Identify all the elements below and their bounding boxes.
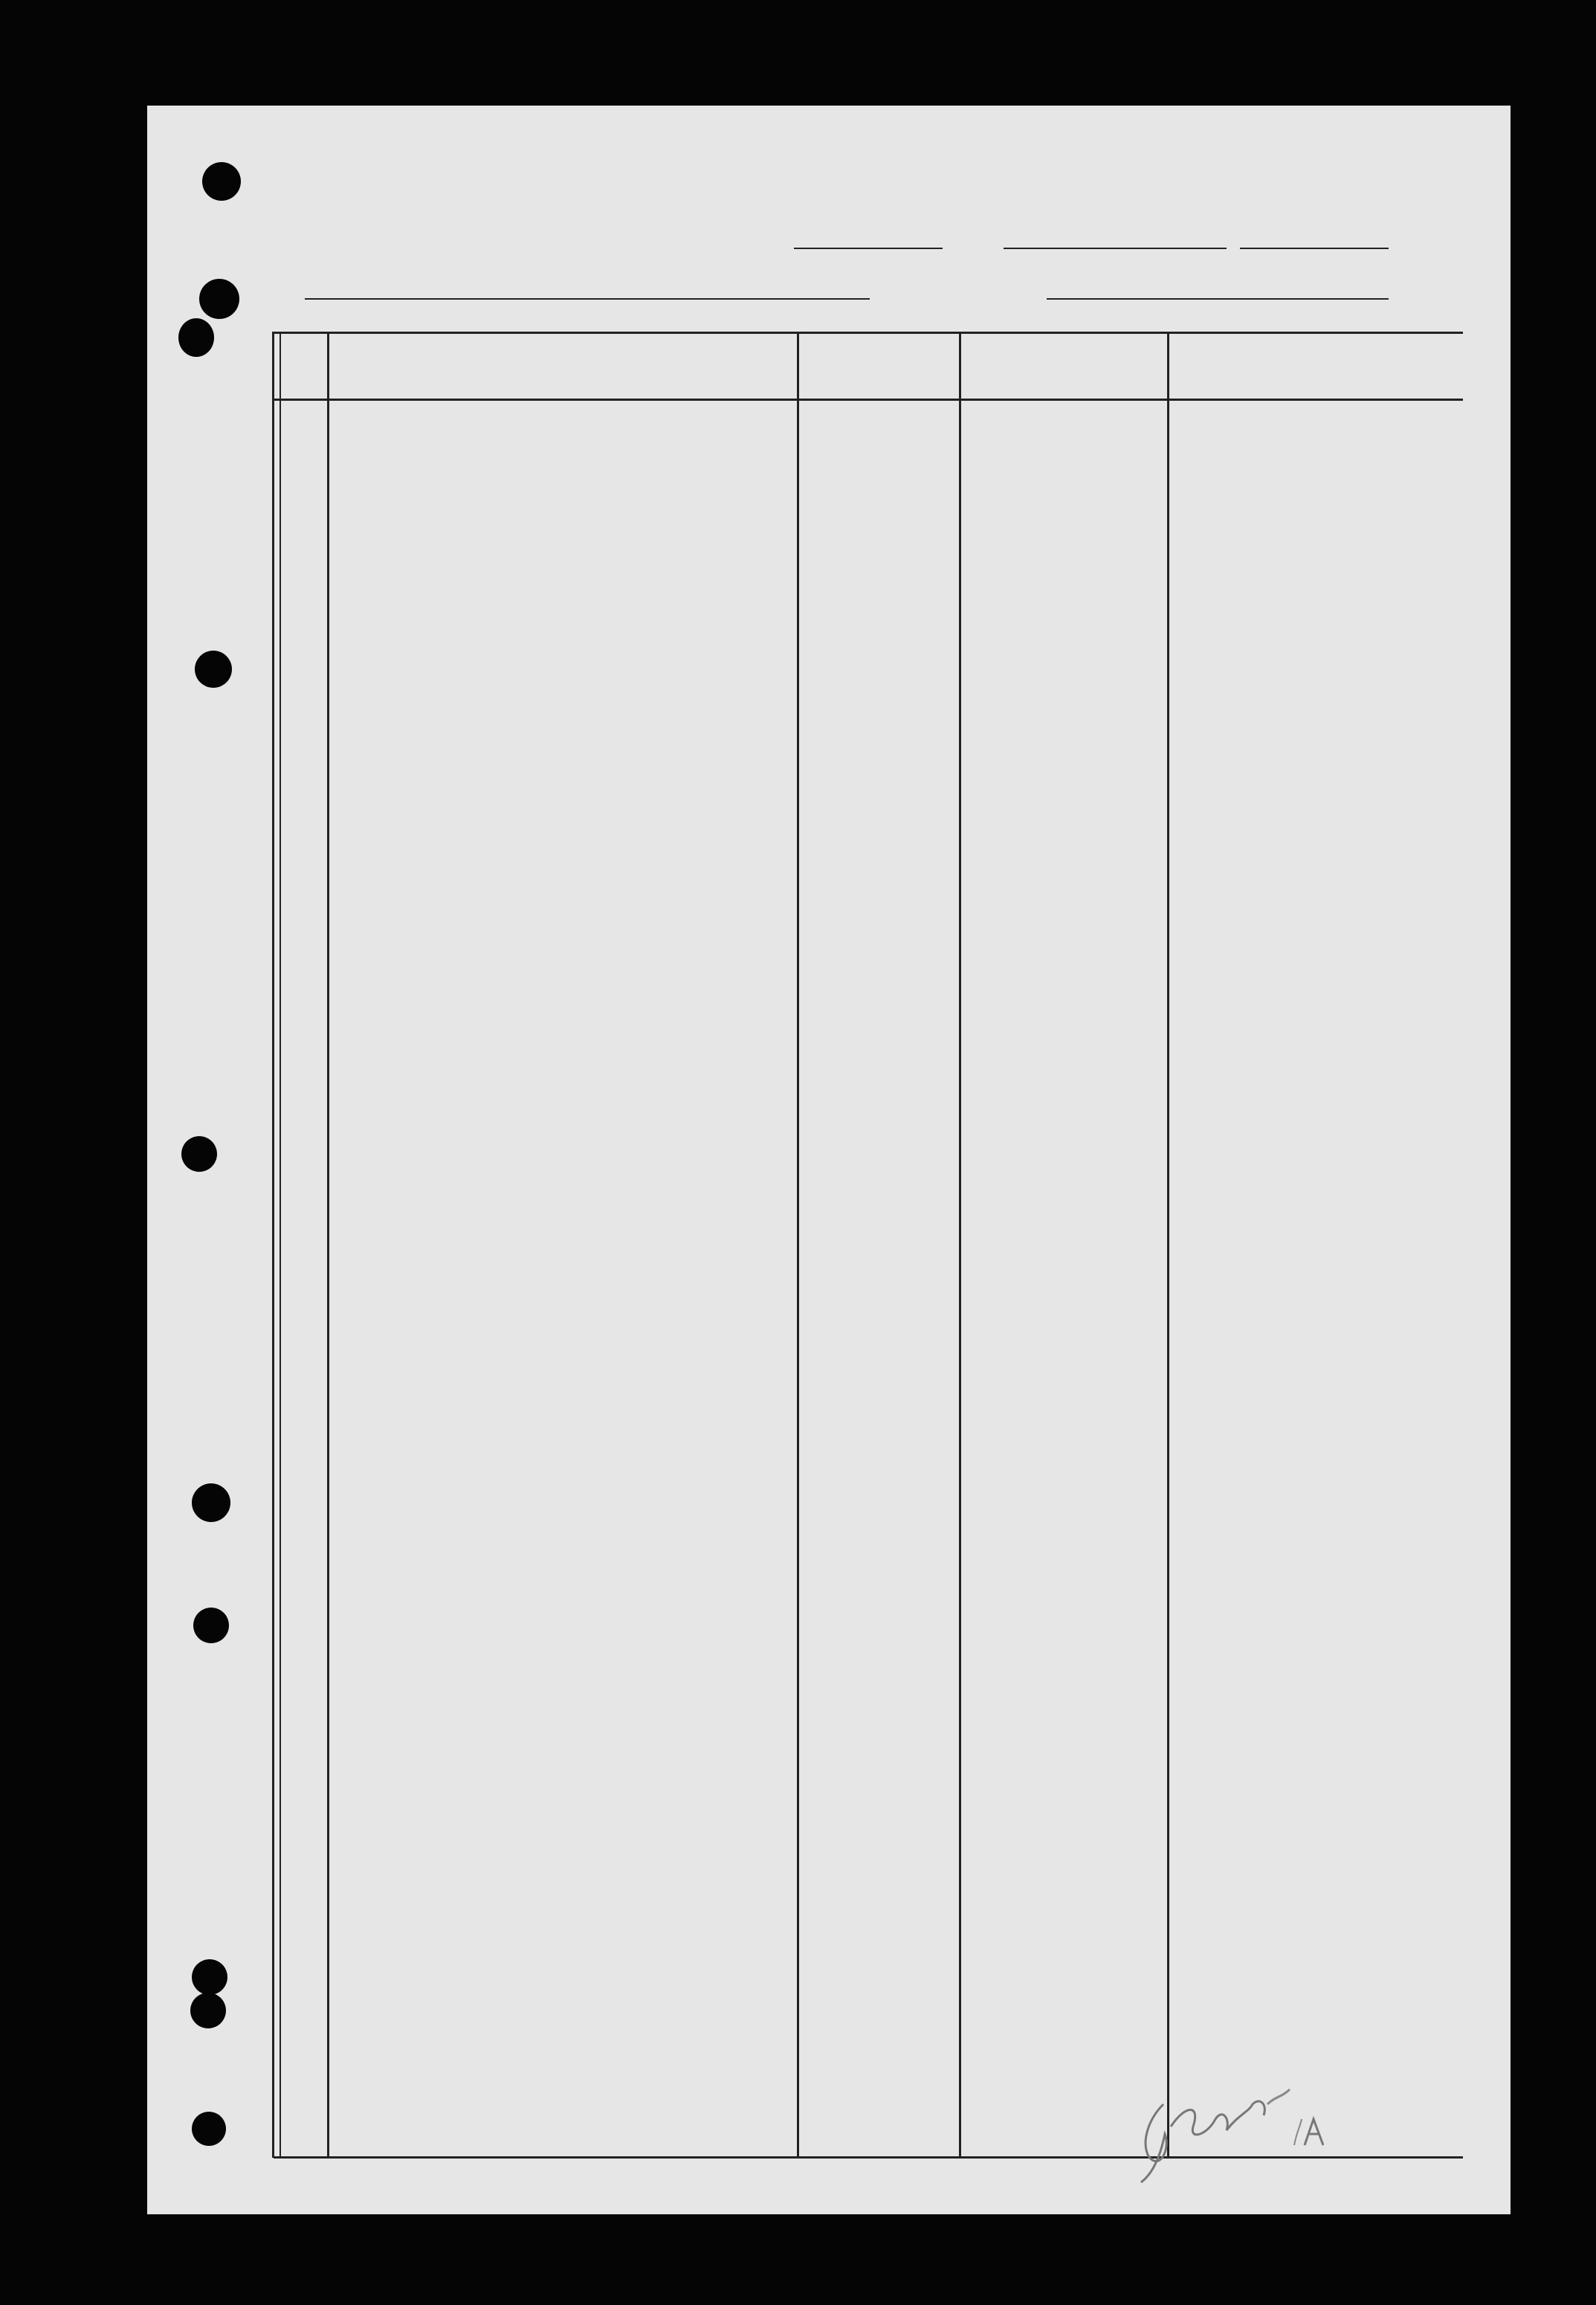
table-left-inner-border bbox=[280, 332, 281, 2158]
table-header-border bbox=[274, 399, 1463, 401]
punch-hole bbox=[192, 1959, 227, 1995]
arrival-underline bbox=[1047, 298, 1389, 300]
table-top-border bbox=[274, 332, 1463, 334]
punch-hole bbox=[181, 1136, 217, 1172]
table-left-border bbox=[272, 332, 274, 2158]
punch-hole bbox=[193, 1608, 229, 1643]
baggage-col-border bbox=[1167, 332, 1169, 2158]
punch-hole bbox=[195, 651, 232, 688]
signature-image bbox=[1119, 2074, 1357, 2186]
vessel-underline bbox=[305, 298, 870, 300]
class-underline bbox=[794, 248, 943, 249]
punch-hole bbox=[178, 318, 214, 357]
passport-col-border bbox=[959, 332, 961, 2158]
punch-hole bbox=[192, 2112, 226, 2146]
punch-hole bbox=[192, 1483, 230, 1522]
punch-hole bbox=[202, 162, 241, 201]
name-col-border bbox=[797, 332, 799, 2158]
from-underline bbox=[1004, 248, 1227, 249]
punch-hole bbox=[199, 279, 239, 319]
line-col-border bbox=[327, 332, 329, 2158]
date-underline bbox=[1240, 248, 1389, 249]
punch-hole bbox=[190, 1993, 226, 2028]
manifest-page bbox=[147, 106, 1511, 2214]
